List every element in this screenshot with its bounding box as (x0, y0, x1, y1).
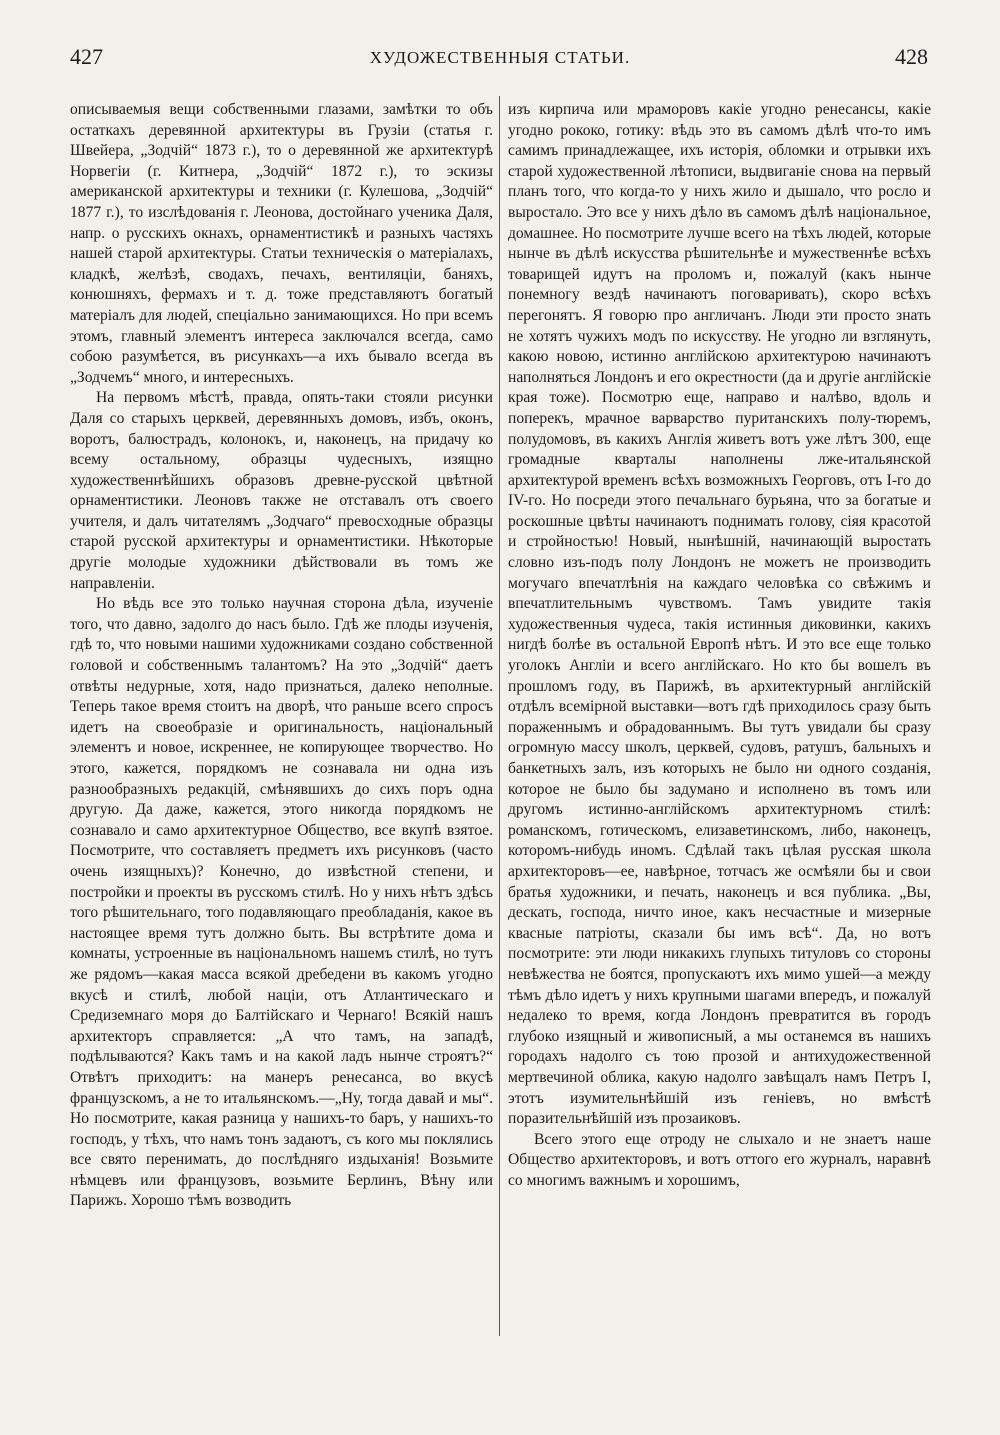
paragraph: изъ кирпича или мраморовъ какіе угодно ренесансы, какіе угодно рококо, готику: вѣдь это въ самомъ дѣлѣ что-то имъ самимъ принадлежащее, ихъ исторія, обломки и отрывки ихъ старой художественной лѣтописи, выдвиганіе снова на первый планъ того, что когда-то у нихъ жило и дышало, что росло и выростало. Это все у нихъ дѣло въ самомъ дѣлѣ національное, домашнее. Но посмотрите лучше всего на тѣхъ людей, которые нынче въ дѣлѣ искусства рѣшительнѣе и мужественнѣе всѣхъ товарищей идутъ на проломъ и, пожалуй (какъ нынче понемногу вездѣ начинаютъ поговаривать), скоро всѣхъ перегонятъ. Я говорю про англичанъ. Люди эти просто знать не хотятъ чужихъ модъ по искусству. Не угодно ли взглянуть, какою новою, истинно англійскою архитектурою начинаютъ наполняться Лондонъ и его окрестности (да и другіе англійскіе края тоже). Посмотрю еще, направо и налѣво, вдоль и поперекъ, мрачное варварство пуританскихъ полу-тюремъ, полудомовъ, въ какихъ Англія живетъ вотъ уже лѣтъ 300, еще громадные кварталы наполнены лже-итальянской архитектурой временъ всѣхъ возможныхъ Георговъ, отъ I-го до IV-го. Но посреди этого печальнаго бурьяна, что за богатые и роскошные цвѣты начинаютъ поднимать голову, сіяя красотой и стройностью! Новый, нынѣшній, начинающій выростать словно изъ-подъ полу Лондонъ не можетъ не производить могучаго впечатлѣнія на каждаго человѣка со свѣжимъ и впечатлительнымъ чувствомъ. Тамъ увидите такія художественныя чудеса, такія истинныя диковинки, какихъ нигдѣ болѣе въ остальной Европѣ нѣтъ. И это все еще только уголокъ Англіи и всего англійскаго. Но кто бы вошелъ въ прошломъ году, въ Парижѣ, въ архитектурный англійскій отдѣлъ всемірной выставки—вотъ гдѣ приходилось сразу быть пораженнымъ и обрадованнымъ. Вы тутъ увидали бы сразу огромную массу школъ, церквей, судовъ, ратушъ, бальныхъ и банкетныхъ залъ, изъ которыхъ не было ни одного созданія, которое не было бы задумано и исполнено въ томъ или другомъ истинно-англійскомъ архитектурномъ стилѣ: романскомъ, готическомъ, елизаветинскомъ, либо, наконецъ, которомъ-нибудь иномъ. Сдѣлай такъ цѣлая русская школа архитекторовъ—ее, навѣрное, тотчасъ же осмѣяли бы и свои братья художники, и печать, наконецъ и вся публика. „Вы, дескать, господа, ничто иное, какъ несчастные и мизерные квасные патріоты, сказали бы имъ всѣ“. Да, но вотъ посмотрите: эти люди никакихъ глупыхъ титуловъ со стороны невѣжества не боятся, пропускаютъ ихъ мимо ушей—а между тѣмъ дѣло идетъ у нихъ крупными шагами впередъ, и пожалуй недалеко то время, когда Лондонъ превратится въ городъ глубоко изящный и живописный, а мы останемся въ нашихъ городахъ надолго съ тою прозой и антихудожественной мертвечиной облика, какую надолго завѣщалъ намъ Петръ I, этотъ изумительнѣйшій изъ геніевъ, но вмѣстѣ поразительнѣйшій изъ прозаиковъ. (508, 101, 931, 1128)
left-page-number: 427 (70, 44, 103, 69)
running-title: ХУДОЖЕСТВЕННЫЯ СТАТЬИ. (369, 48, 631, 67)
right-page-number: 428 (895, 44, 928, 69)
column-divider (499, 96, 500, 1336)
page-header (0, 0, 1000, 90)
paragraph: Всего этого еще отроду не слыхало и не знаетъ наше Общество архитекторовъ, и вотъ оттого его журналъ, наравнѣ со многимъ важнымъ и хорошимъ, (508, 1130, 931, 1189)
left-text-column (70, 100, 493, 1212)
right-text-column (508, 100, 931, 1191)
paragraph: описываемыя вещи собственными глазами, замѣтки то объ остаткахъ деревянной архитектуры въ Грузіи (статья г. Швейера, „Зодчій“ 1873 г.), то о деревянной же архитектурѣ Норвегіи (г. Китнера, „Зодчій“ 1872 г.), то эскизы американской архитектуры и техники (г. Кулешова, „Зодчій“ 1877 г.), то изслѣдованія г. Леонова, достойнаго ученика Даля, напр. о русскихъ окнахъ, орнаментистикѣ и разныхъ частяхъ нашей старой архитектуры. Статьи техническія о матеріалахъ, кладкѣ, желѣзѣ, сводахъ, печахъ, вентиляціи, баняхъ, конюшняхъ, фермахъ и т. д. тоже представляютъ богатый матеріалъ для людей, спеціально занимающихся. Но при всемъ этомъ, главный элементъ интереса заключался всегда, само собою разумѣется, въ рисункахъ—а ихъ бывало всегда въ „Зодчемъ“ много, и интересныхъ. (70, 101, 493, 386)
paragraph: Но вѣдь все это только научная сторона дѣла, изученіе того, что давно, задолго до насъ было. Гдѣ же плоды изученія, гдѣ то, что новыми нашими художниками создано собственной головой и собственнымъ талантомъ? На это „Зодчій“ даетъ отвѣты недурные, хотя, надо признаться, далеко неполные. Теперь такое время стоитъ на дворѣ, что раньше всего спросъ идетъ на своеобразіе и оригинальность, національный элементъ и новое, искреннее, не копирующее творчество. Но этого, кажется, порядкомъ не сознавала ни одна изъ разнообразныхъ редакцій, смѣнявшихъ до сихъ поръ одна другую. Да даже, кажется, этого никогда порядкомъ не сознавало и само архитектурное Общество, все вкупѣ взятое. Посмотрите, что составляетъ предметъ ихъ рисунковъ (часто очень изящныхъ)? Конечно, до извѣстной степени, и постройки и проекты въ русскомъ стилѣ. Но у нихъ нѣтъ здѣсь того рѣшительнаго, того подавляющаго преобладанія, какое въ настоящее время тутъ должно быть. Вы встрѣтите дома и комнаты, устроенные въ національномъ нашемъ стилѣ, но тутъ же рядомъ—какая масса всякой дребедени въ какомъ угодно вкусѣ и стилѣ, любой націи, отъ Атлантическаго и Средиземнаго моря до Балтійскаго и Чернаго! Всякій нашъ архитекторъ справляется: „А что тамъ, на западѣ, подѣлываются? Какъ тамъ и на какой ладъ нынче строятъ?“ Отвѣтъ приходитъ: на манеръ ренесанса, во вкусѣ французскомъ, а не то итальянскомъ.—„Ну, тогда давай и мы“. Но посмотрите, какая разница у нашихъ-то баръ, у нашихъ-то господъ, у тѣхъ, что намъ тонъ задаютъ, съ кого мы поклялись все свято перенимать, до послѣдняго издыханія! Возьмите нѣмцевъ или французовъ, возьмите Берлинъ, Вѣну или Парижъ. Хорошо тѣмъ возводить (70, 595, 493, 1210)
paragraph: На первомъ мѣстѣ, правда, опять-таки стояли рисунки Даля со старыхъ церквей, деревянныхъ домовъ, избъ, оконъ, воротъ, балюстрадъ, колонокъ, и, наконецъ, на придачу ко всему остальному, образцы чудесныхъ, изящно художественнѣйшихъ образовъ древне-русской цвѣтной орнаментистики. Леоновъ также не отставалъ отъ своего учителя, и далъ читателямъ „Зодчаго“ превосходные образцы старой русской архитектуры и орнаментистики. Нѣкоторые другіе молодые художники дѣйствовали въ томъ же направленіи. (70, 389, 493, 592)
